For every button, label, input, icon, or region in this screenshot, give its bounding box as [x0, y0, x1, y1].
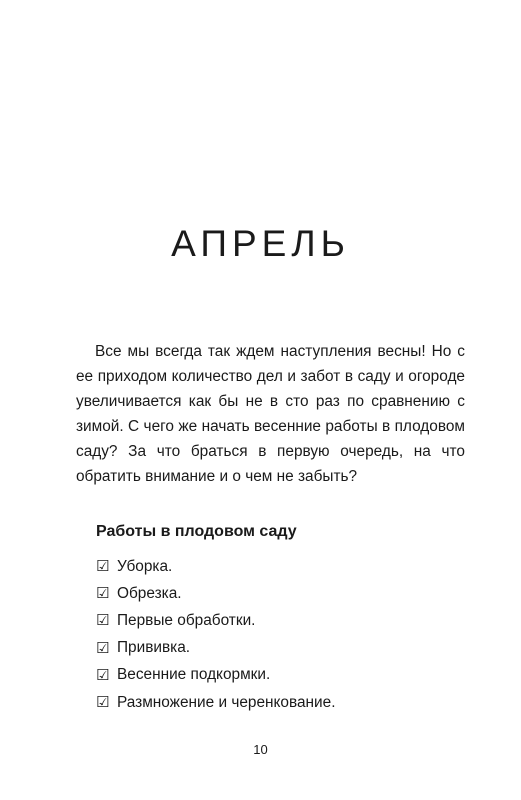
checkbox-checked-icon: ☑	[96, 557, 110, 576]
checkbox-checked-icon: ☑	[96, 584, 110, 603]
chapter-title: АПРЕЛЬ	[171, 223, 350, 264]
checklist-item-label: Размножение и черенкование.	[117, 693, 336, 711]
checklist-item	[96, 662, 335, 689]
intro-paragraph: Все мы всегда так ждем наступления весны! Но с ее приходом количество дел и забот в саду и огороде увеличивается как бы не в сто раз по сравнению с зимой. С чего же начать весенние работы в плодовом саду? За что браться в первую очередь, на что обратить внимание и о чем не забыть?	[76, 343, 465, 485]
page-number: 10	[253, 742, 268, 757]
checklist-item	[96, 635, 335, 662]
checkbox-checked-icon: ☑	[96, 611, 110, 630]
checklist-item	[96, 553, 335, 580]
checklist-item-label: Обрезка.	[117, 584, 182, 602]
checklist-item	[96, 607, 335, 634]
checklist-item-label: Весенние подкормки.	[117, 666, 271, 684]
checkbox-checked-icon: ☑	[96, 638, 110, 657]
checklist-item-label: Первые обработки.	[117, 611, 256, 629]
checklist-item	[96, 689, 335, 716]
checklist-item-label: Уборка.	[117, 557, 173, 575]
task-checklist	[96, 553, 335, 716]
checkbox-checked-icon: ☑	[96, 665, 110, 684]
section-heading: Работы в плодовом саду	[96, 523, 297, 540]
checklist-item-label: Прививка.	[117, 639, 191, 657]
checklist-item	[96, 580, 335, 607]
checkbox-checked-icon: ☑	[96, 693, 110, 712]
